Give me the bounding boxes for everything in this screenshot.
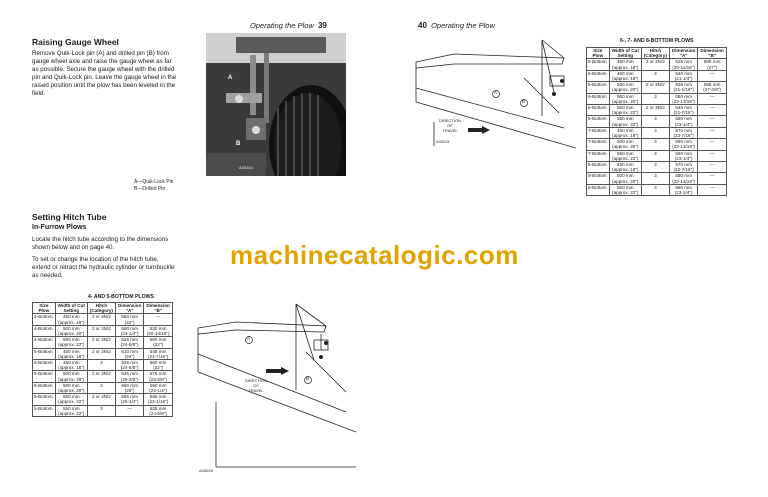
cell-size: 6-Bottom	[587, 105, 610, 116]
diagram-right-code: A33031	[436, 139, 450, 144]
cell-width: 450 mm (approx. 18")	[609, 70, 641, 81]
direction-arrow-icon	[281, 367, 289, 375]
section-title-setting-hitch-tube: Setting Hitch Tube	[32, 212, 107, 222]
cell-hitch: 2 or 3N/2	[87, 371, 115, 382]
table-row	[33, 314, 173, 325]
table-row	[587, 70, 727, 81]
left-page-number: 39	[317, 21, 327, 30]
cell-size: 8-Bottom	[587, 184, 610, 195]
cell-a: 570 mm (22-7/16")	[669, 162, 697, 173]
cell-width: 500 mm (approx. 20")	[609, 82, 641, 93]
cell-width: 500 mm (approx. 20")	[55, 325, 87, 336]
cell-size: 7-Bottom	[587, 139, 610, 150]
cell-width: 450 mm (approx. 18")	[609, 127, 641, 138]
gauge-wheel-illustration	[206, 33, 346, 176]
right-table-header-row	[587, 48, 727, 59]
right-header-title: Operating the Plow	[431, 21, 495, 30]
cell-size: 7-Bottom	[587, 150, 610, 161]
cell-width: 500 mm (approx. 20")	[609, 139, 641, 150]
right-spec-table-wrap	[586, 47, 727, 196]
cell-hitch: 2 or 3N/2	[87, 337, 115, 348]
cell-size: 5-Bottom	[33, 360, 56, 371]
diagram-left-direction: DIRECTION OF TRAVEL	[245, 378, 267, 393]
cell-width: 550 mm (approx. 22")	[55, 337, 87, 348]
left-page-header	[250, 21, 327, 30]
cell-a: 535 mm (21-1/16")	[669, 82, 697, 93]
cell-hitch: 3	[641, 70, 669, 81]
photo-code: A33184	[239, 165, 253, 170]
cell-size: 5-Bottom	[33, 382, 56, 393]
table-row	[587, 116, 727, 127]
section1-body: Remove Quik-Lock pin (A) and drilled pin (B) from gauge wheel axle and raise the gauge wheel as far as possible. Secure the gauge wheel with the drilled pin and Quik-Lock pin. Leave the gauge wheel in the raised position until the plow has been leveled in the field.	[32, 50, 177, 97]
cell-size: 5-Bottom	[33, 405, 56, 416]
table-row	[33, 348, 173, 359]
left-spec-table	[32, 302, 173, 417]
cell-hitch: 2 or 3N/2	[641, 105, 669, 116]
photo-label-b: B	[236, 141, 241, 147]
cell-width: 500 mm (approx. 20")	[609, 93, 641, 104]
cell-size: 5-Bottom	[33, 394, 56, 405]
cell-a: 655 mm (25-3/4")	[115, 394, 143, 405]
cell-a: 580 mm (22-13/16")	[669, 173, 697, 184]
cell-a: 560 mm (22")	[115, 314, 143, 325]
cell-a: 625 mm (24-5/8")	[115, 337, 143, 348]
cell-size: 7-Bottom	[587, 127, 610, 138]
col-width-header: Width of Cut Setting	[55, 303, 87, 314]
col-dim-b-header: Dimension "B"	[144, 303, 172, 314]
cell-b: 530 mm (20-13/16")	[144, 325, 172, 336]
cell-hitch: 2 or 3N/2	[87, 314, 115, 325]
cell-size: 4-Bottom	[33, 337, 56, 348]
cell-size: 8-Bottom	[587, 162, 610, 173]
cell-hitch: 3	[641, 173, 669, 184]
cell-width: 550 mm (approx. 22")	[55, 405, 87, 416]
col-dim-a-header: Dimension "A"	[115, 303, 143, 314]
col-hitch-header: Hitch (Category)	[641, 48, 669, 59]
cell-a: 590 mm (23-1/4")	[669, 184, 697, 195]
cell-size: 6-Bottom	[587, 116, 610, 127]
left-table-body	[33, 314, 173, 417]
table-row	[587, 184, 727, 195]
cell-width: 550 mm (approx. 22")	[609, 105, 641, 116]
cell-b: —	[698, 184, 726, 195]
cell-hitch: 3	[641, 127, 669, 138]
cell-hitch: 2 or 3N/2	[87, 394, 115, 405]
cell-b: 560 mm (22")	[144, 360, 172, 371]
cell-b: 560 mm (22")	[144, 337, 172, 348]
cell-b: —	[698, 70, 726, 81]
left-table-title: 4- AND 5-BOTTOM PLOWS	[88, 294, 154, 300]
cell-hitch: 2 or 3N/2	[641, 82, 669, 93]
section2-body-1: Locate the hitch tube according to the dimensions shown below and on page 40.	[32, 236, 169, 251]
cell-size: 4-Bottom	[33, 314, 56, 325]
cell-a: 645 mm (25-3/8")	[115, 371, 143, 382]
diagram-left-label-a: A	[247, 336, 251, 341]
right-table-title: 6-, 7- AND 8-BOTTOM PLOWS	[620, 38, 694, 44]
table-row	[33, 371, 173, 382]
cell-width: 450 mm (approx. 18")	[55, 348, 87, 359]
cell-a: —	[115, 405, 143, 416]
table-row	[33, 405, 173, 416]
cell-width: 500 mm (approx. 20")	[55, 382, 87, 393]
cell-a: 580 mm (22-13/16")	[669, 93, 697, 104]
col-hitch-header: Hitch (Category)	[87, 303, 115, 314]
table-row	[33, 394, 173, 405]
col-size-header: Size Plow	[33, 303, 56, 314]
photo-caption: A—Quik-Lock Pin B—Drilled Pin	[134, 179, 174, 192]
table-row	[33, 360, 173, 371]
cell-b: —	[698, 162, 726, 173]
table-row	[33, 325, 173, 336]
section-title-raising-gauge-wheel: Raising Gauge Wheel	[32, 37, 119, 47]
left-table-header-row	[33, 303, 173, 314]
col-width-header: Width of Cut Setting	[609, 48, 641, 59]
section2-body-2: To set or change the location of the hitch tube, extend or retract the hydraulic cylinder or turnbuckle as needed.	[32, 256, 175, 279]
cell-size: 8-Bottom	[587, 173, 610, 184]
table-row	[587, 59, 727, 70]
diagram-right-label-b: B	[522, 99, 526, 104]
cell-size: 4-Bottom	[33, 325, 56, 336]
cell-width: 500 mm (approx. 20")	[55, 371, 87, 382]
table-row	[587, 127, 727, 138]
diagram-left-code: A33039	[199, 468, 213, 473]
cell-b: —	[698, 116, 726, 127]
cell-hitch: 2 or 3N/2	[641, 59, 669, 70]
cell-hitch: 3	[641, 162, 669, 173]
table-row	[587, 105, 727, 116]
cell-a: 545 mm (21-7/16")	[669, 105, 697, 116]
cell-b: —	[698, 139, 726, 150]
left-header-title: Operating the Plow	[250, 21, 314, 30]
cell-size: 5-Bottom	[33, 348, 56, 359]
cell-hitch: 3	[641, 150, 669, 161]
cell-hitch: 3	[87, 360, 115, 371]
table-row	[33, 382, 173, 393]
cell-b: —	[698, 93, 726, 104]
cell-a: 590 mm (23-1/4")	[669, 150, 697, 161]
direction-arrow-icon-right	[482, 126, 490, 134]
cell-size: 6-Bottom	[587, 70, 610, 81]
col-dim-b-header: Dimension "B"	[698, 48, 726, 59]
cell-width: 550 mm (approx. 22")	[609, 150, 641, 161]
cell-size: 6-Bottom	[587, 93, 610, 104]
cell-b: 545 mm (21-7/16")	[144, 348, 172, 359]
diagram-right-direction: DIRECTION OF TRAVEL	[439, 118, 461, 133]
table-row	[587, 150, 727, 161]
hitch-diagram-left	[196, 292, 356, 482]
section-subtitle-in-furrow: In-Furrow Plows	[32, 224, 87, 231]
cell-width: 550 mm (approx. 22")	[55, 394, 87, 405]
cell-a: 540 mm (21-1/4")	[669, 70, 697, 81]
cell-width: 450 mm (approx. 18")	[609, 162, 641, 173]
photo-label-a: A	[228, 75, 233, 81]
left-spec-table-wrap	[32, 302, 173, 417]
cell-width: 550 mm (approx. 22")	[609, 116, 641, 127]
cell-a: 660 mm (26")	[115, 382, 143, 393]
cell-size: 6-Bottom	[587, 59, 610, 70]
cell-hitch: 3	[87, 382, 115, 393]
col-dim-a-header: Dimension "A"	[669, 48, 697, 59]
col-size-header: Size Plow	[587, 48, 610, 59]
gauge-wheel-photo	[206, 33, 346, 176]
cell-hitch: 2 or 3N/2	[87, 325, 115, 336]
cell-b: 575 mm (22-5/8")	[144, 371, 172, 382]
cell-size: 6-Bottom	[587, 82, 610, 93]
right-page-number: 40	[418, 21, 427, 30]
cell-a: 625 mm (24-5/8")	[115, 360, 143, 371]
cell-b: —	[698, 105, 726, 116]
table-row	[587, 162, 727, 173]
hitch-tube-diagram	[196, 292, 356, 482]
cell-size: 5-Bottom	[33, 371, 56, 382]
cell-b: —	[144, 314, 172, 325]
table-row	[33, 337, 173, 348]
cell-b: 685 mm (27")	[698, 59, 726, 70]
table-row	[587, 139, 727, 150]
cell-width: 450 mm (approx. 18")	[55, 314, 87, 325]
cell-a: 590 mm (23-1/4")	[115, 325, 143, 336]
cell-hitch: 3	[87, 405, 115, 416]
cell-a: 610 mm (24")	[115, 348, 143, 359]
diagram-left-label-b: B	[306, 376, 310, 381]
right-page-header	[418, 21, 495, 30]
cell-hitch: 3	[641, 116, 669, 127]
right-spec-table	[586, 47, 727, 196]
cell-a: 590 mm (23-1/4")	[669, 116, 697, 127]
cell-b: —	[698, 127, 726, 138]
cell-a: 525 mm (20-11/16")	[669, 59, 697, 70]
watermark: machinecatalogic.com	[230, 240, 519, 270]
diagram-right-label-a: A	[494, 90, 498, 95]
table-row	[587, 173, 727, 184]
cell-b: 625 mm (24-5/8")	[144, 405, 172, 416]
cell-hitch: 2 or 3N/2	[87, 348, 115, 359]
cell-b: —	[698, 150, 726, 161]
cell-width: 450 mm (approx. 18")	[55, 360, 87, 371]
cell-hitch: 3	[641, 93, 669, 104]
cell-b: —	[698, 173, 726, 184]
cell-b: 585 mm (23-1/16")	[144, 394, 172, 405]
cell-width: 550 mm (approx. 22")	[609, 184, 641, 195]
cell-hitch: 3	[641, 184, 669, 195]
cell-width: 450 mm (approx. 18")	[609, 59, 641, 70]
table-row	[587, 93, 727, 104]
cell-b: 590 mm (23-1/4")	[144, 382, 172, 393]
cell-a: 580 mm (22-13/16")	[669, 139, 697, 150]
cell-b: 695 mm (27-3/8")	[698, 82, 726, 93]
cell-width: 500 mm (approx. 20")	[609, 173, 641, 184]
cell-a: 570 mm (22-7/16")	[669, 127, 697, 138]
table-row	[587, 82, 727, 93]
hitch-diagram-right	[414, 38, 576, 150]
right-table-body	[587, 59, 727, 196]
cell-hitch: 3	[641, 139, 669, 150]
